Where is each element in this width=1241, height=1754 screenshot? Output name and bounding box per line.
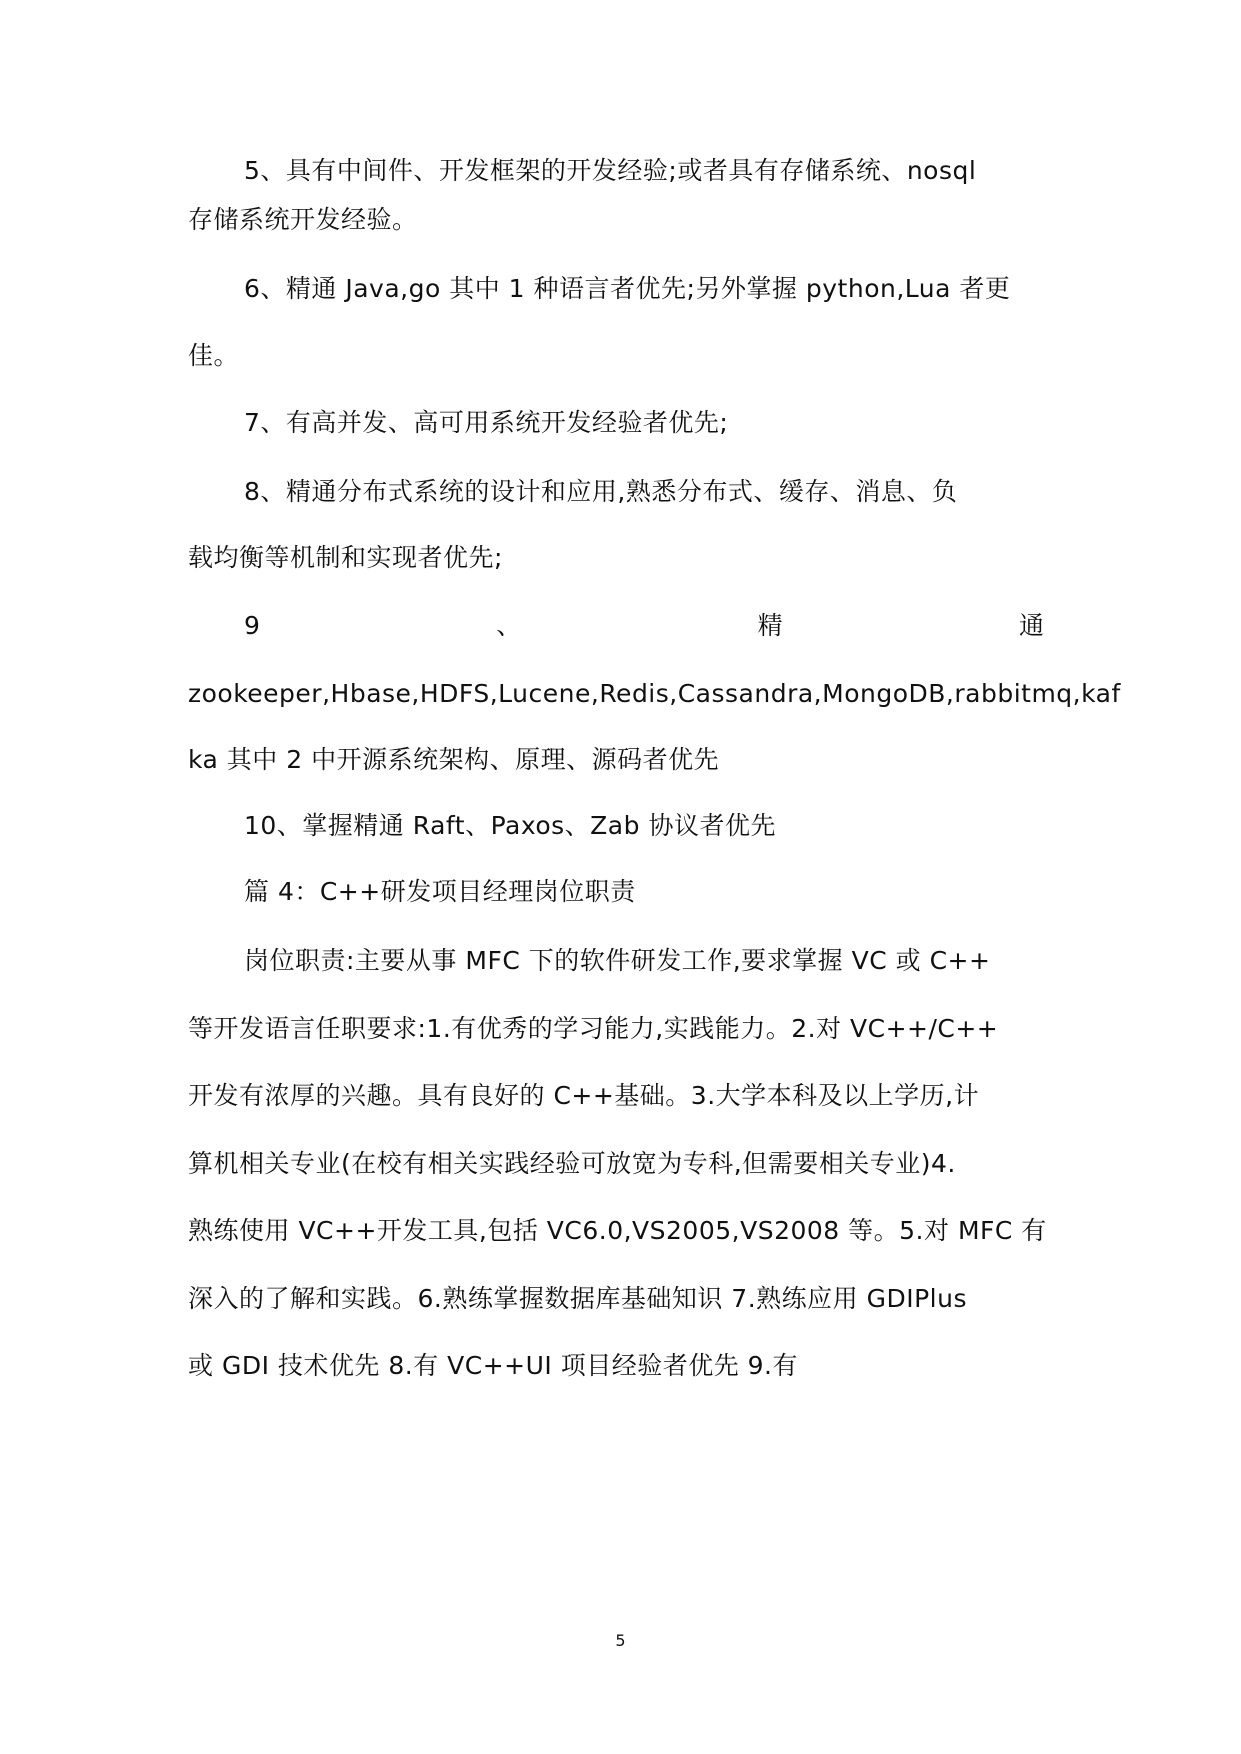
duties-line-3: 开发有浓厚的兴趣。具有良好的 C++基础。3.大学本科及以上学历,计 (188, 1081, 980, 1110)
item-5-line-2: 存储系统开发经验。 (188, 205, 418, 234)
item-6-line-2: 佳。 (188, 341, 240, 370)
item-8-line-1: 8、精通分布式系统的设计和应用,熟悉分布式、缓存、消息、负 (244, 477, 958, 506)
item-9-char-1: 精 (757, 611, 783, 640)
duties-line-5: 熟练使用 VC++开发工具,包括 VC6.0,VS2005,VS2008 等。5.对 MFC 有 (188, 1216, 1047, 1245)
duties-line-1: 岗位职责:主要从事 MFC 下的软件研发工作,要求掌握 VC 或 C++ (244, 946, 991, 975)
duties-line-4: 算机相关专业(在校有相关实践经验可放宽为专科,但需要相关专业)4. (188, 1149, 956, 1178)
duties-line-2: 等开发语言任职要求:1.有优秀的学习能力,实践能力。2.对 VC++/C++ (188, 1014, 999, 1043)
item-9-separator: 、 (496, 611, 522, 640)
item-9-heading-row (244, 608, 1044, 644)
item-5-line-1: 5、具有中间件、开发框架的开发经验;或者具有存储系统、nosql (244, 156, 977, 185)
item-9-char-2: 通 (1018, 611, 1044, 640)
item-7-line: 7、有高并发、高可用系统开发经验者优先; (244, 408, 729, 437)
item-9-line-3: ka 其中 2 中开源系统架构、原理、源码者优先 (188, 745, 720, 774)
duties-line-7: 或 GDI 技术优先 8.有 VC++UI 项目经验者优先 9.有 (188, 1351, 799, 1380)
page-number: 5 (615, 1631, 626, 1650)
item-6-line-1: 6、精通 Java,go 其中 1 种语言者优先;另外掌握 python,Lua 者更 (244, 274, 1011, 303)
section-heading: 篇 4：C++研发项目经理岗位职责 (244, 877, 636, 906)
item-10-line: 10、掌握精通 Raft、Paxos、Zab 协议者优先 (244, 811, 776, 840)
item-8-line-2: 载均衡等机制和实现者优先; (188, 543, 503, 572)
duties-line-6: 深入的了解和实践。6.熟练掌握数据库基础知识 7.熟练应用 GDIPlus (188, 1284, 967, 1313)
item-9-number: 9 (244, 611, 260, 640)
item-9-line-2: zookeeper,Hbase,HDFS,Lucene,Redis,Cassandra,MongoDB,rabbitmq,kaf (188, 679, 1121, 708)
